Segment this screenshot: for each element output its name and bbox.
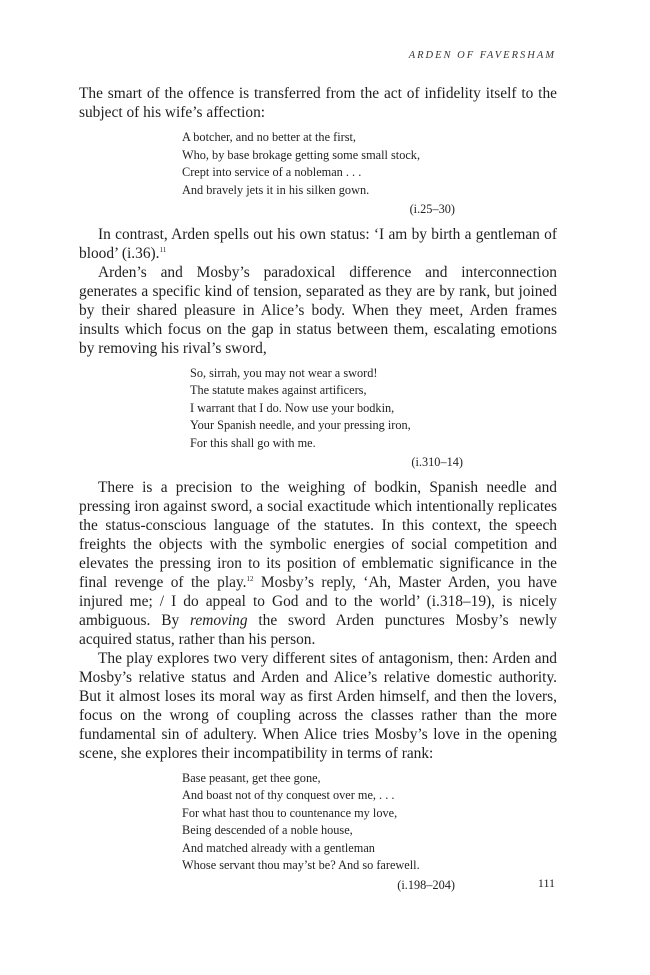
- paragraph-5: The play explores two very different sites of antagonism, then: Arden and Mosby’s relative status and Arden and Alice’s relative domestic authority. But it almost loses its moral way as first Arden himself, and then the lovers, focus on the wrong of coupling across the classes rather than the more fundamental sin of adultery. When Alice tries Mosby’s love in the opening scene, she explores their incompatibility in terms of rank:: [79, 649, 557, 762]
- paragraph-4-text-a: There is a precision to the weighing of bodkin, Spanish needle and pressing iron against sword, a social exactitude which intentionally replicates the status-conscious language of the statutes. In this context, the speech freights the objects with the symbolic energies of social competition and elevates the pressing iron to its position of emblematic significance in the final revenge of the play.: [79, 478, 557, 591]
- quote-line: A botcher, and no better at the first,: [182, 130, 356, 144]
- paragraph-4-text-c: the sword Arden punctures Mosby’s newly acquired status, rather than his person.: [79, 611, 557, 648]
- body-text: [79, 84, 557, 900]
- quote-line: Being descended of a noble house,: [182, 823, 353, 837]
- page-number: 111: [537, 876, 555, 890]
- paragraph-2-text: In contrast, Arden spells out his own status: ‘I am by birth a gentleman of blood’ (i.36).: [79, 225, 557, 262]
- quote-line: And bravely jets it in his silken gown.: [182, 182, 370, 197]
- quote-line: The statute makes against artificers,: [190, 383, 367, 397]
- quote-reference: (i.198–204): [397, 877, 455, 892]
- paragraph-4-text-b: Mosby’s reply, ‘Ah, Master Arden, you have injured me; / I do appeal to God and to the world’ (i.318–19), is nicely ambiguous. By: [79, 573, 557, 629]
- quote-line: For this shall go with me.: [190, 435, 316, 450]
- quote-reference: (i.25–30): [409, 202, 455, 216]
- emphasis-removing: removing: [190, 611, 248, 629]
- quote-line: For what hast thou to countenance my love,: [182, 805, 398, 820]
- paragraph-3: Arden’s and Mosby’s paradoxical difference and interconnection generates a specific kind of tension, separated as they are by rank, but joined by their shared pleasure in Alice’s body. When they meet, Arden frames insults which focus on the gap in status between them, escalating emotions by removing his rival’s sword,: [79, 263, 557, 357]
- quote-line: Crept into service of a nobleman . . .: [182, 165, 362, 179]
- quote-line: And matched already with a gentleman: [182, 840, 375, 855]
- quote-line: So, sirrah, you may not wear a sword!: [190, 365, 378, 380]
- block-quote-2: [190, 365, 463, 472]
- paragraph-1: The smart of the offence is transferred from the act of infidelity itself to the subject of his wife’s affection:: [79, 85, 557, 121]
- quote-line: Base peasant, get thee gone,: [182, 770, 321, 785]
- footnote-marker: 11: [159, 245, 167, 254]
- quote-line: Who, by base brokage getting some small stock,: [182, 147, 421, 162]
- quote-line: And boast not of thy conquest over me, . . .: [182, 788, 395, 802]
- paragraph-2: [79, 225, 557, 263]
- block-quote-3: [182, 770, 455, 895]
- quote-reference: (i.310–14): [411, 455, 463, 469]
- quote-line: Your Spanish needle, and your pressing iron,: [190, 418, 411, 432]
- block-quote-1: [182, 129, 455, 219]
- quote-line: Whose servant thou may’st be? And so farewell.: [182, 858, 420, 872]
- paragraph-4: [79, 478, 557, 649]
- quote-line: I warrant that I do. Now use your bodkin,: [190, 400, 395, 415]
- footnote-marker: 12: [246, 574, 254, 583]
- running-head: ARDEN OF FAVERSHAM: [408, 50, 556, 61]
